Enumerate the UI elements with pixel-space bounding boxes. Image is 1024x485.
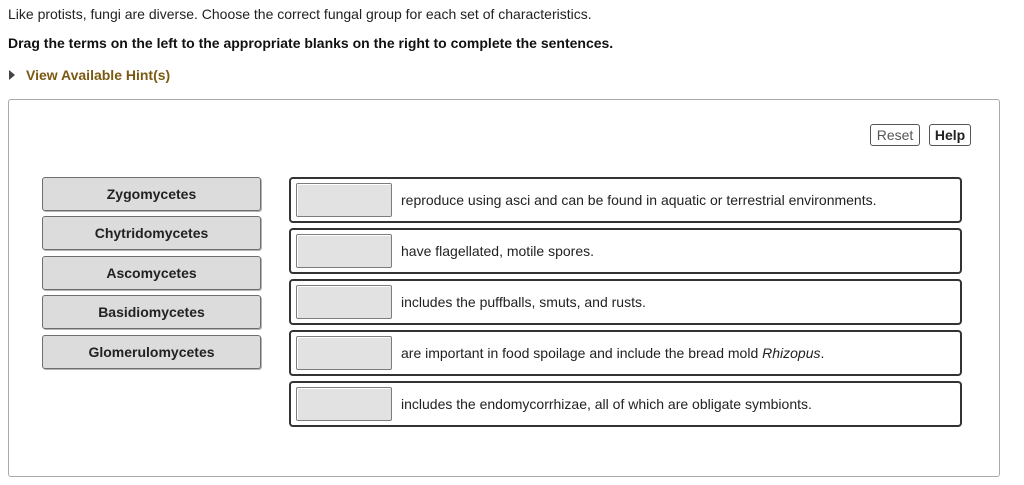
sentence-text-4 (401, 345, 824, 361)
intro-text: Like protists, fungi are diverse. Choose the correct fungal group for each set of characteristics. (8, 6, 592, 22)
target-sentence-4 (289, 330, 962, 376)
drop-blank-4[interactable] (296, 336, 392, 370)
help-button[interactable]: Help (929, 124, 971, 146)
draggable-term-chytridomycetes[interactable]: Chytridomycetes (42, 216, 261, 250)
sentence-text-1: reproduce using asci and can be found in aquatic or terrestrial environments. (401, 192, 877, 208)
caret-right-icon (9, 70, 15, 80)
drop-blank-1[interactable] (296, 183, 392, 217)
drop-blank-3[interactable] (296, 285, 392, 319)
sentence-text-2: have flagellated, motile spores. (401, 243, 594, 259)
target-sentence-2 (289, 228, 962, 274)
target-sentence-3 (289, 279, 962, 325)
instruction-text: Drag the terms on the left to the appropriate blanks on the right to complete the sentences. (8, 35, 614, 51)
draggable-term-ascomycetes[interactable]: Ascomycetes (42, 256, 261, 290)
drop-blank-2[interactable] (296, 234, 392, 268)
draggable-term-glomerulomycetes[interactable]: Glomerulomycetes (42, 335, 261, 369)
view-hints-label: View Available Hint(s) (26, 67, 171, 83)
sentence-text-4-before: are important in food spoilage and include the bread mold (401, 345, 763, 361)
reset-button[interactable]: Reset (870, 124, 920, 146)
draggable-term-basidiomycetes[interactable]: Basidiomycetes (42, 295, 261, 329)
drag-drop-panel (8, 99, 1000, 477)
sentence-text-5: includes the endomycorrhizae, all of which are obligate symbionts. (401, 396, 812, 412)
sentence-text-4-italic: Rhizopus (762, 345, 821, 361)
draggable-term-zygomycetes[interactable]: Zygomycetes (42, 177, 261, 211)
view-hints-toggle[interactable] (8, 67, 170, 83)
target-sentence-1 (289, 177, 962, 223)
sentence-text-3: includes the puffballs, smuts, and rusts. (401, 294, 646, 310)
drop-blank-5[interactable] (296, 387, 392, 421)
target-sentence-5 (289, 381, 962, 427)
sentence-text-4-after: . (820, 345, 825, 361)
